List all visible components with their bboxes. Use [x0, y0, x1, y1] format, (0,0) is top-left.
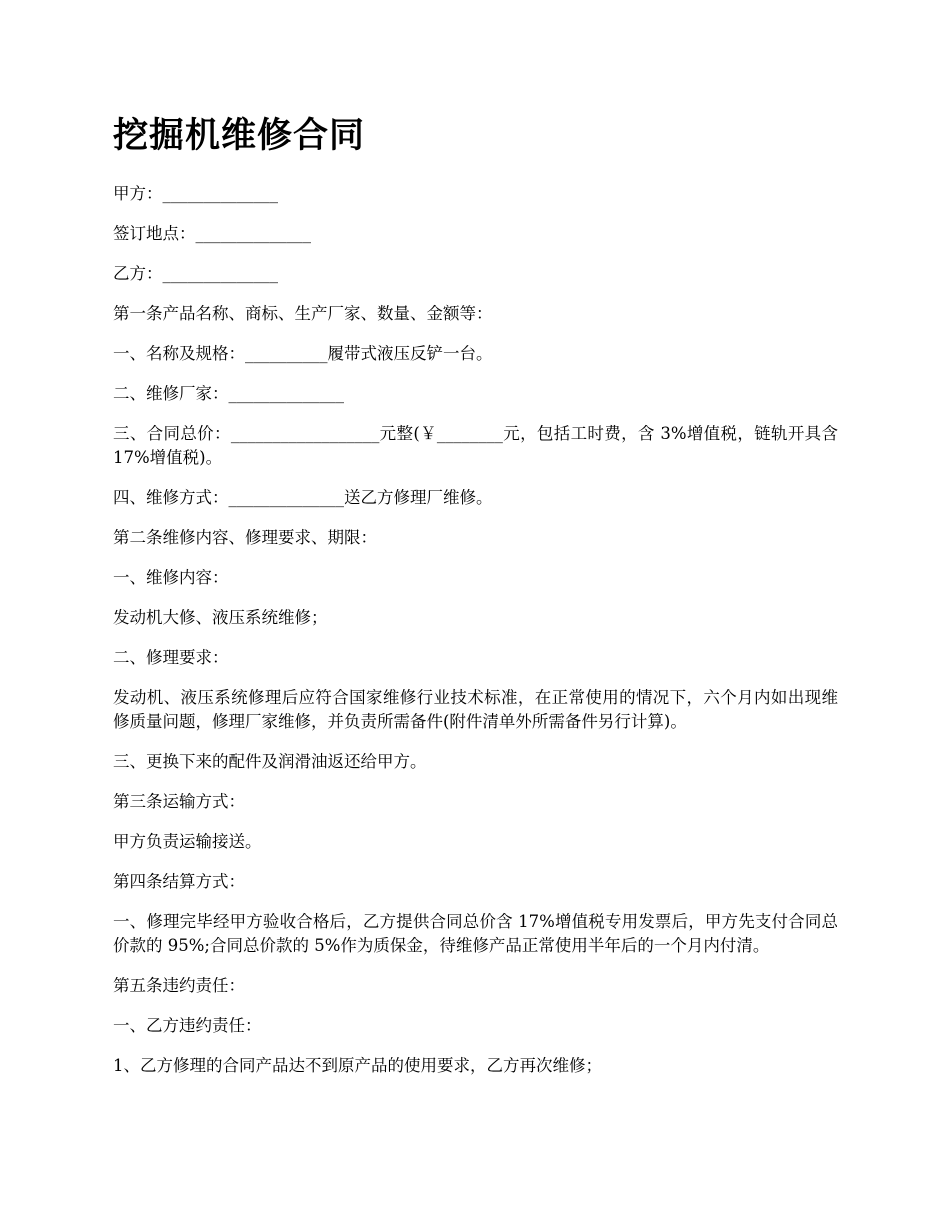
document-title: 挖掘机维修合同: [113, 115, 366, 156]
article-2-item-2-body: 发动机、液压系统修理后应符合国家维修行业技术标准，在正常使用的情况下，六个月内如出现维修质量问题，修理厂家维修，并负责所需备件(附件清单外所需备件另行计算)。: [113, 688, 838, 731]
article-1-item-4: 四、维修方式：______________送乙方修理厂维修。: [113, 488, 493, 507]
article-4-item-1: 一、修理完毕经甲方验收合格后，乙方提供合同总价含 17%增值税专用发票后，甲方先支付合同总价款的 95%;合同总价款的 5%作为质保金，待维修产品正常使用半年后的一个月内付清。: [113, 912, 838, 955]
article-2-item-2: 二、修理要求：: [113, 648, 229, 667]
article-1-item-3: 三、合同总价：__________________元整(￥________元，包括工时费，含 3%增值税，链轨开具含 17%增值税)。: [113, 424, 838, 467]
article-1-item-1: 一、名称及规格：__________履带式液压反铲一台。: [113, 344, 493, 363]
article-1-item-2: 二、维修厂家：______________: [113, 384, 344, 403]
article-5-item-1: 一、乙方违约责任：: [113, 1016, 262, 1035]
article-2-item-1: 一、维修内容：: [113, 568, 229, 587]
article-2-heading: 第二条维修内容、修理要求、期限：: [113, 528, 377, 547]
article-1-heading: 第一条产品名称、商标、生产厂家、数量、金额等：: [113, 304, 493, 323]
party-a-line: 甲方：______________: [113, 184, 278, 203]
document-page: [113, 112, 838, 1094]
article-2-item-1-body: 发动机大修、液压系统维修；: [113, 608, 328, 627]
article-3-body: 甲方负责运输接送。: [113, 832, 262, 851]
article-5-heading: 第五条违约责任：: [113, 976, 245, 995]
party-b-line: 乙方：______________: [113, 264, 278, 283]
article-4-heading: 第四条结算方式：: [113, 872, 245, 891]
signing-place-line: 签订地点：______________: [113, 224, 311, 243]
article-3-heading: 第三条运输方式：: [113, 792, 245, 811]
article-5-item-1-clause-1: 1、乙方修理的合同产品达不到原产品的使用要求，乙方再次维修；: [113, 1056, 602, 1075]
article-2-item-3: 三、更换下来的配件及润滑油返还给甲方。: [113, 752, 427, 771]
